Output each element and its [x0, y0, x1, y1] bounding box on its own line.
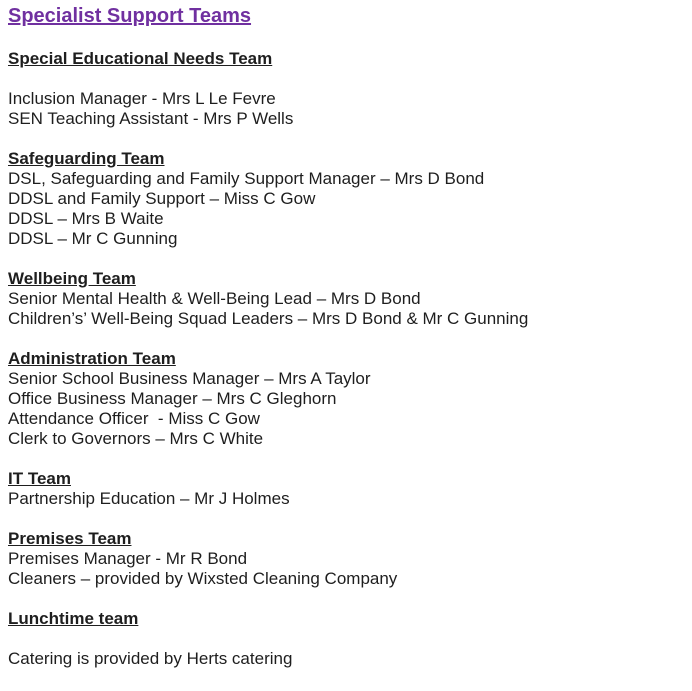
section-line: Partnership Education – Mr J Holmes — [8, 489, 290, 508]
section-line: Attendance Officer - Miss C Gow — [8, 409, 260, 428]
section-it-team — [8, 469, 684, 509]
section-line: SEN Teaching Assistant - Mrs P Wells — [8, 109, 294, 128]
section-line: Children’s’ Well-Being Squad Leaders – Mrs D Bond & Mr C Gunning — [8, 309, 529, 328]
blank-line — [8, 629, 684, 649]
section-heading: Administration Team — [8, 349, 176, 368]
section-line: Clerk to Governors – Mrs C White — [8, 429, 264, 448]
section-heading: Safeguarding Team — [8, 149, 165, 168]
section-line: Premises Manager - Mr R Bond — [8, 549, 248, 568]
document-page — [8, 4, 684, 689]
section-heading: Lunchtime team — [8, 609, 139, 628]
section-safeguarding-team — [8, 149, 684, 249]
section-line: Catering is provided by Herts catering — [8, 649, 293, 668]
page-title: Specialist Support Teams — [8, 5, 252, 27]
section-lunchtime-team — [8, 609, 684, 669]
section-line: Office Business Manager – Mrs C Gleghorn — [8, 389, 337, 408]
blank-line — [8, 69, 684, 89]
section-administration-team — [8, 349, 684, 449]
section-wellbeing-team — [8, 269, 684, 329]
section-line: DSL, Safeguarding and Family Support Manager – Mrs D Bond — [8, 169, 485, 188]
section-line: Inclusion Manager - Mrs L Le Fevre — [8, 89, 276, 108]
section-line: Senior Mental Health & Well-Being Lead – Mrs D Bond — [8, 289, 421, 308]
section-line: Cleaners – provided by Wixsted Cleaning Company — [8, 569, 398, 588]
section-premises-team — [8, 529, 684, 589]
section-line: DDSL – Mrs B Waite — [8, 209, 164, 228]
section-heading: Wellbeing Team — [8, 269, 136, 288]
section-heading: Special Educational Needs Team — [8, 49, 273, 68]
section-heading: IT Team — [8, 469, 71, 488]
section-line: DDSL and Family Support – Miss C Gow — [8, 189, 316, 208]
section-line: Senior School Business Manager – Mrs A Taylor — [8, 369, 371, 388]
section-line: DDSL – Mr C Gunning — [8, 229, 178, 248]
section-heading: Premises Team — [8, 529, 132, 548]
section-sen-team — [8, 49, 684, 129]
